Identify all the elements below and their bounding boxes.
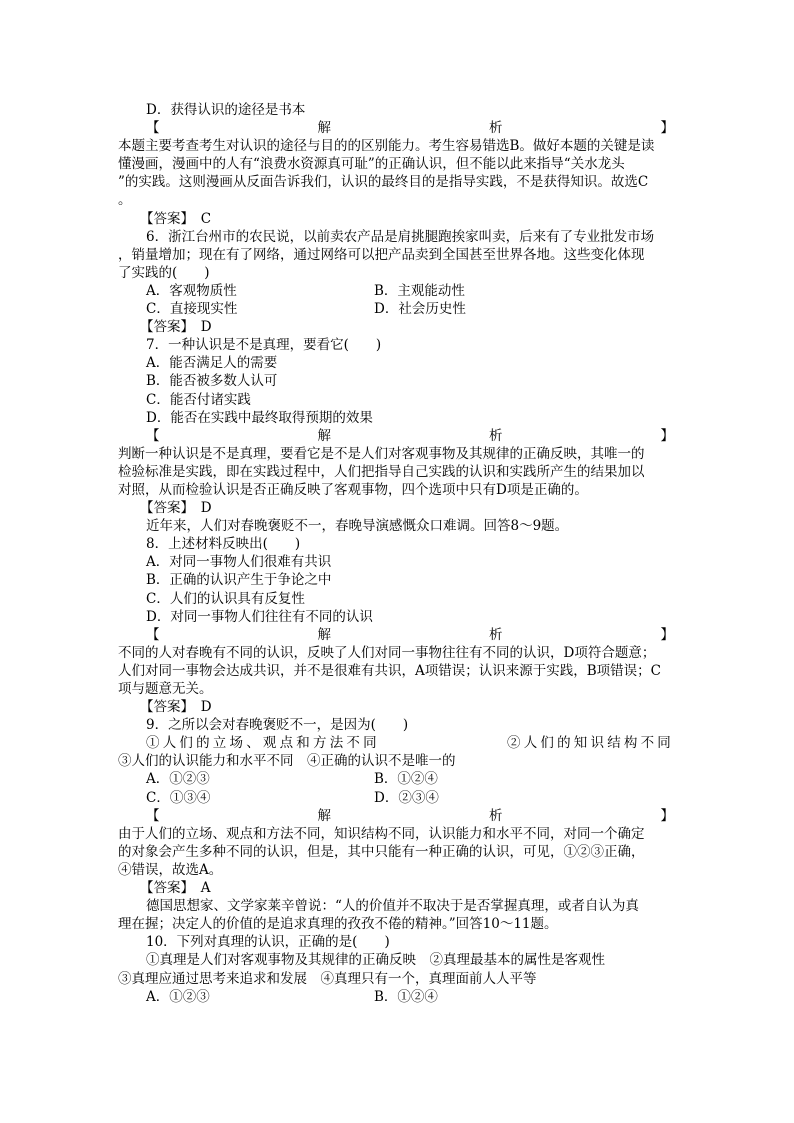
analysis-char-1: 解 (317, 626, 331, 643)
q7-option-a: A．能否满足人的需要 (146, 355, 278, 372)
analysis-bracket-right: 】 (660, 807, 674, 824)
analysis-bracket-right: 】 (660, 427, 674, 444)
q7-analysis-line: 判断一种认识是不是真理，要看它是不是人们对客观事物及其规律的正确反映，其唯一的 (118, 445, 645, 462)
q9-option-d: D．②③④ (374, 789, 439, 806)
q5-option-d: D．获得认识的途径是书本 (146, 102, 306, 118)
q5-answer: 【答案】 C (140, 210, 212, 227)
q7-option-c: C．能否付诸实践 (146, 391, 251, 408)
q7-analysis-header (118, 427, 674, 445)
q10-items-line: ③真理应通过思考来追求和发展 ④真理只有一个，真理面前人人平等 (118, 970, 537, 987)
q6-stem-line: 6．浙江台州市的农民说，以前卖农产品是肩挑腿跑挨家叫卖，后来有了专业批发市场 (146, 228, 655, 245)
q6-option-a: A．客观物质性 (146, 282, 237, 299)
analysis-char-1: 解 (317, 120, 331, 137)
analysis-char-2: 析 (489, 120, 503, 137)
q10-options-row (118, 988, 674, 1006)
q6-options-row (118, 282, 674, 300)
q9-stem: 9．之所以会对春晚褒贬不一，是因为( ) (146, 717, 409, 734)
q8-stem: 8．上述材料反映出( ) (146, 536, 301, 553)
analysis-bracket-right: 】 (660, 626, 674, 643)
q7-stem: 7．一种认识是不是真理，要看它( ) (146, 337, 382, 354)
q10-option-a: A．①②③ (146, 988, 210, 1005)
q8-option-b: B．正确的认识产生于争论之中 (146, 572, 332, 589)
q5-analysis-line: 懂漫画，漫画中的人有“浪费水资源真可耻”的正确认识，但不能以此来指导“关水龙头 (118, 156, 625, 173)
q10-stem: 10．下列对真理的认识，正确的是( ) (146, 934, 390, 951)
material-intro: 近年来，人们对春晚褒贬不一，春晚导演感慨众口难调。回答8～9题。 (146, 518, 569, 535)
q9-option-a: A．①②③ (146, 771, 210, 788)
analysis-bracket-left: 【 (146, 120, 160, 137)
q9-option-c: C．①③④ (146, 789, 211, 806)
q6-stem-line: ，销量增加；现在有了网络，通过网络可以把产品卖到全国甚至世界各地。这些变化体现 (118, 246, 645, 263)
q10-items-line: ①真理是人们对客观事物及其规律的正确反映 ②真理最基本的属性是客观性 (146, 952, 605, 969)
analysis-char-2: 析 (489, 427, 503, 444)
q8-analysis-line: 不同的人对春晚有不同的认识，反映了人们对同一事物往往有不同的认识，D项符合题意； (118, 644, 656, 661)
q9-items-line (118, 734, 674, 752)
q9-analysis-line: 由于人们的立场、观点和方法不同，知识结构不同，认识能力和水平不同，对同一个确定 (118, 825, 645, 842)
q6-option-b: B．主观能动性 (374, 282, 465, 299)
q7-analysis-line: 对照，从而检验认识是否正确反映了客观事物，四个选项中只有D项是正确的。 (118, 481, 588, 498)
q6-option-c: C．直接现实性 (146, 301, 238, 318)
q9-option-b: B．①②④ (374, 771, 438, 788)
analysis-bracket-right: 】 (660, 120, 674, 137)
q7-analysis-line: 检验标准是实践，即在实践过程中，人们把指导自己实践的认识和实践所产生的结果加以 (118, 463, 645, 480)
q9-item-1: ①人们的立场、观点和方法不同 (146, 735, 380, 752)
q8-analysis-line: 人们对同一事物会达成共识，并不是很难有共识，A项错误；认识来源于实践，B项错误；C (118, 662, 661, 679)
q7-option-d: D．能否在实践中最终取得预期的效果 (146, 409, 373, 426)
material-quote-line: 理在握；决定人的价值的是追求真理的孜孜不倦的精神。”回答10～11题。 (118, 916, 558, 933)
q9-item-2: ②人们的知识结构不同 (507, 735, 674, 752)
analysis-char-2: 析 (489, 807, 503, 824)
analysis-char-2: 析 (489, 626, 503, 643)
q8-answer: 【答案】 D (140, 699, 212, 716)
q9-items-line: ③人们的认识能力和水平不同 ④正确的认识不是唯一的 (118, 753, 456, 770)
q10-option-b: B．①②④ (374, 988, 438, 1005)
q9-analysis-line: ④错误，故选A。 (118, 861, 223, 878)
q8-analysis-line: 项与题意无关。 (118, 681, 213, 697)
analysis-char-1: 解 (317, 807, 331, 824)
analysis-bracket-left: 【 (146, 807, 160, 824)
material-quote-line: 德国思想家、文学家莱辛曾说：“人的价值并不取决于是否掌握真理，或者自认为真 (146, 898, 639, 915)
q9-analysis-line: 的对象会产生多种不同的认识，但是，其中只能有一种正确的认识，可见，①②③正确， (118, 843, 645, 860)
q8-option-d: D．对同一事物人们往往有不同的认识 (146, 608, 373, 625)
q6-options-row (118, 300, 674, 318)
q9-options-row (118, 789, 674, 807)
q7-answer: 【答案】 D (140, 500, 212, 517)
q5-analysis-line: 本题主要考查考生对认识的途径与目的的区别能力。考生容易错选B。做好本题的关键是读 (118, 138, 655, 155)
q8-option-c: C．人们的认识具有反复性 (146, 590, 305, 607)
q6-answer: 【答案】 D (140, 319, 212, 336)
q5-analysis-header (118, 119, 674, 137)
q6-stem-line: 了实践的( ) (118, 264, 210, 281)
q9-analysis-header (118, 807, 674, 825)
analysis-bracket-left: 【 (146, 427, 160, 444)
analysis-char-1: 解 (317, 427, 331, 444)
q8-option-a: A．对同一事物人们很难有共识 (146, 554, 332, 571)
analysis-bracket-left: 【 (146, 626, 160, 643)
q6-option-d: D．社会历史性 (374, 301, 466, 318)
q8-analysis-header (118, 626, 674, 644)
document-page (118, 101, 674, 1006)
q5-analysis-line: ”的实践。这则漫画从反面告诉我们，认识的最终目的是指导实践，不是获得知识。故选C (118, 174, 649, 191)
q5-analysis-line: 。 (118, 192, 132, 209)
q9-answer: 【答案】 A (140, 880, 211, 897)
q7-option-b: B．能否被多数人认可 (146, 373, 278, 390)
q9-options-row (118, 770, 674, 788)
